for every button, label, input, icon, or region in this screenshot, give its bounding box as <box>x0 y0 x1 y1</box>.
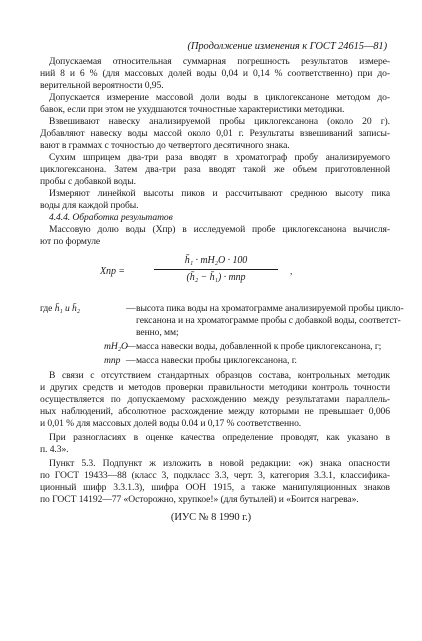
text-line: ют по формуле <box>40 236 101 247</box>
text-line: Измеряют линейкой высоты пиков и рассчитывают среднюю высоту пика <box>49 188 390 199</box>
text-line: и 0,01 % для массовых долей воды 0.04 и 0,17 % соответственно. <box>40 418 302 429</box>
definition-dash: — <box>126 303 136 314</box>
definition-line: масса навески воды, добавленной к пробе циклогексанона, г; <box>136 341 382 352</box>
text-line: п. 4.3». <box>40 444 69 455</box>
formula-numerator: h̄₁ · mH₂O · 100 <box>184 255 248 266</box>
definition-line: венно, мм; <box>136 327 179 338</box>
text-line: Взвешивают навеску анализируемой пробы циклогексанона (около 20 г). <box>49 116 390 127</box>
definitions-lead: где h̄₁ и h̄₂ <box>40 303 80 314</box>
definition-term: mH₂O <box>104 341 128 352</box>
text-line: Массовую долю воды (Xпр) в исследуемой пробе циклогексанона вычисля- <box>49 224 390 235</box>
definition-dash: — <box>126 341 136 352</box>
text-line: Пункт 5.3. Подпункт ж изложить в новой редакции: «ж) знака опасности <box>49 458 390 469</box>
page-header: (Продолжение изменения к ГОСТ 24615—81) <box>187 41 387 52</box>
text-line: и других средств и методов проверки правильности методики контроль точности <box>40 382 390 393</box>
text-line: воды для каждой пробы. <box>40 200 139 211</box>
text-line: ний 8 и 6 % (для массовых долей воды 0,04 и 0,14 % соответственно) при до- <box>40 68 390 79</box>
text-line: Допускается измерение массовой доли воды в циклогексаноне методом до- <box>49 92 390 103</box>
text-line: При разногласиях в оценке качества определение проводят, как указано в <box>49 432 390 443</box>
formula <box>100 255 320 299</box>
text-line: бавок, если при этом не ухудшаются точностные характеристики методики. <box>40 104 345 115</box>
formula-denominator: (h̄₂ − h̄₁) · mпр <box>186 271 246 283</box>
definition-line: высота пика воды на хроматограмме анализируемой пробы цикло- <box>136 303 404 314</box>
text-line: Добавляют навеску воды массой около 0,01 г. Результаты взвешиваний записы- <box>40 128 390 139</box>
text-line: осуществляется по допускаемому расхождению между результатами параллель- <box>40 394 390 405</box>
text-line: Допускаемая относительная суммарная погрешность результатов измере- <box>49 56 390 67</box>
definition-term: mпр <box>104 355 121 366</box>
footer-note: (ИУС № 8 1990 г.) <box>170 512 252 523</box>
text-line: вают в граммах с точностью до четвертого десятичного знака. <box>40 140 290 151</box>
text-line: ционный шифр 3.3.1.3), шифра ООН 1915, а также манипуляционных знаков <box>40 482 390 493</box>
text-line: пробы с добавкой воды. <box>40 176 136 187</box>
formula-lhs: Xпр = <box>100 266 125 277</box>
text-line: верительной вероятности 0,95. <box>40 80 164 91</box>
formula-fraction <box>152 255 280 283</box>
text-line: Сухим шприцем два-три раза вводят в хроматограф пробу анализируемого <box>49 152 390 163</box>
definition-term: h̄₁ и h̄₂ <box>54 303 80 314</box>
definition-dash: — <box>126 355 136 366</box>
text-line: циклогексанона. Затем два-три раза вводят такой же объем приготовленной <box>40 164 390 175</box>
definition-line: гексанона и на хроматограмме пробы с добавкой воды, соответст- <box>136 315 401 326</box>
formula-comma: , <box>290 266 293 277</box>
section-title: 4.4.4. Обработка результатов <box>49 212 173 223</box>
text-line: по ГОСТ 19433—88 (класс 3, подкласс 3.3, черт. 3, категория 3.3.1, классифика- <box>40 470 390 481</box>
text-line: ных наблюдений, абсолютное расхождение между которыми не превышает 0,006 <box>40 406 390 417</box>
text-line: по ГОСТ 14192—77 «Осторожно, хрупкое!» (для бутылей) и «Боится нагрева». <box>40 494 359 505</box>
definition-line: масса навески пробы циклогексанона, г. <box>136 355 297 366</box>
text-line: В связи с отсутствием стандартных образцов состава, контрольных методик <box>49 370 390 381</box>
